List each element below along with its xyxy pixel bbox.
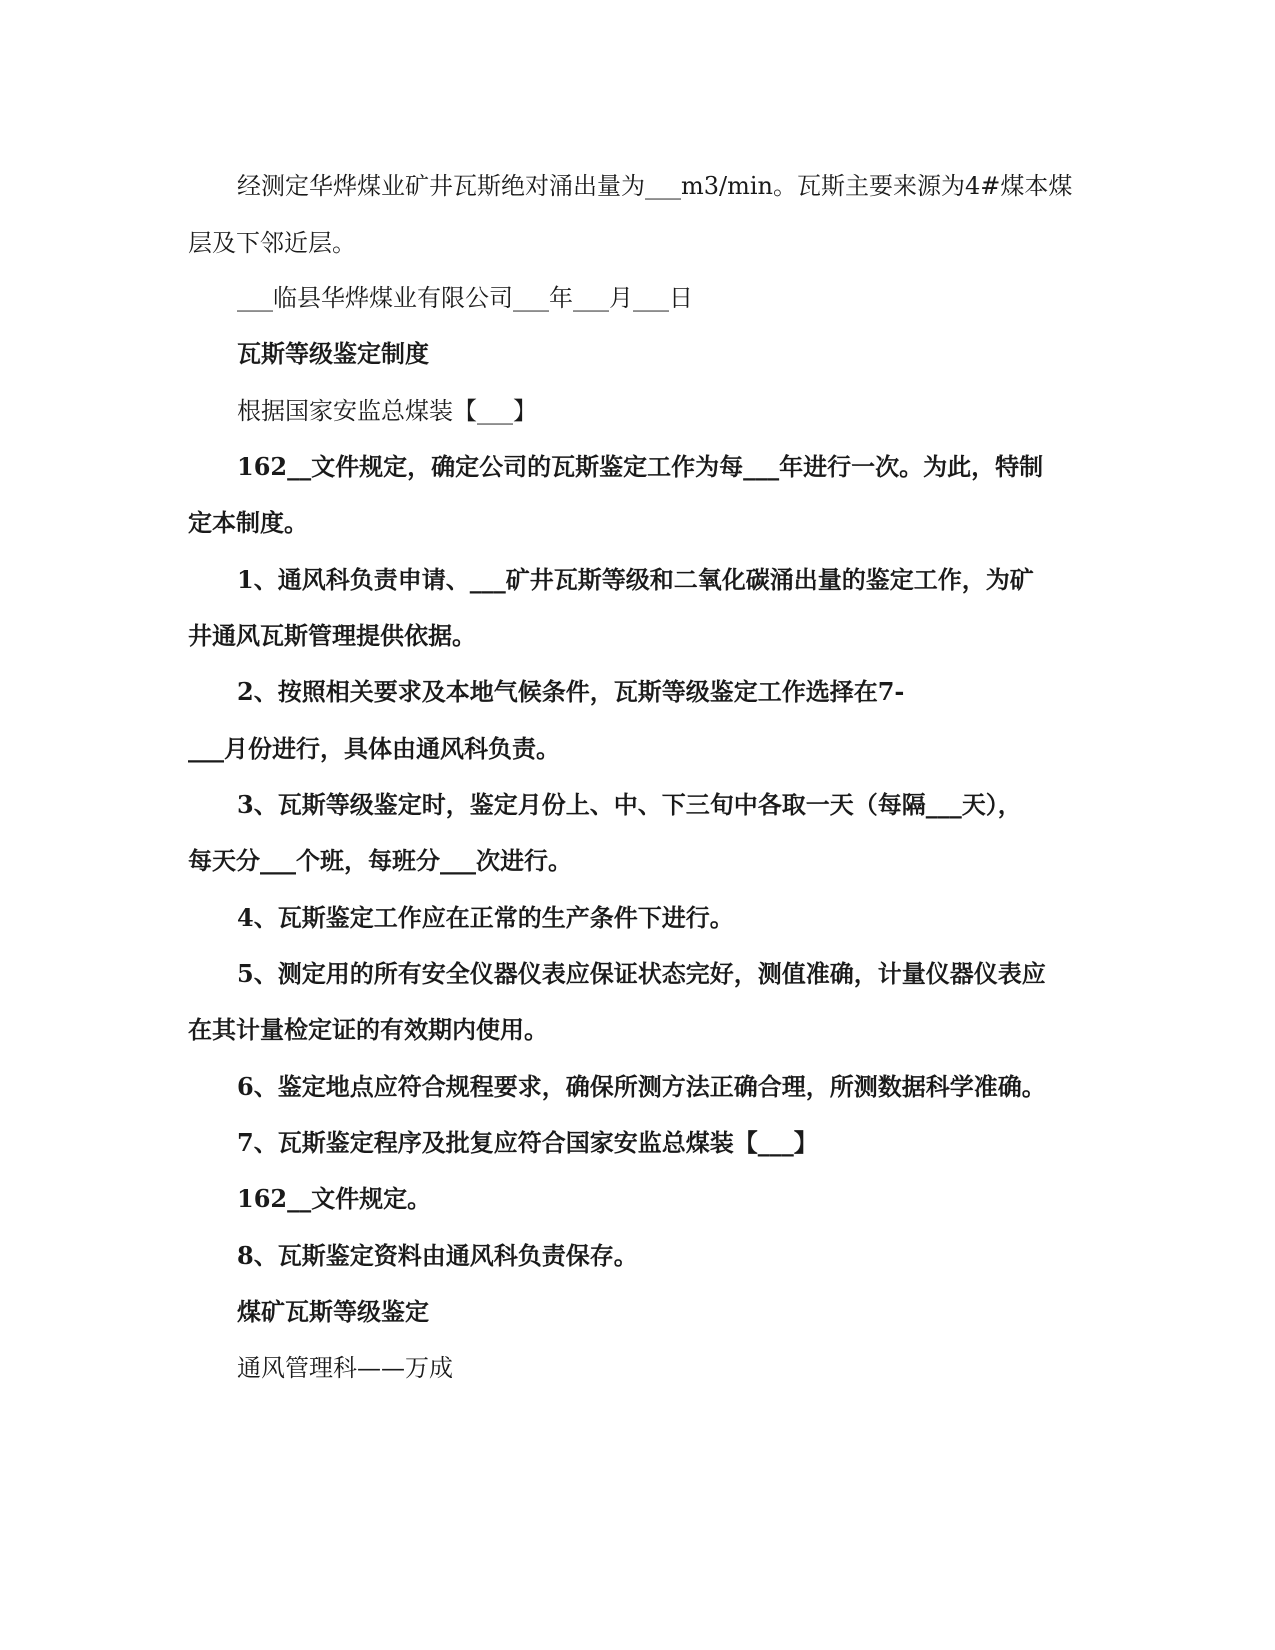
author-line: 通风管理科——万成: [237, 1354, 453, 1382]
rule-item-5: 5、测定用的所有安全仪器仪表应保证状态完好，测值准确，计量仪器仪表应: [237, 959, 1046, 988]
paragraph-basis: 根据国家安监总煤装【___】: [237, 397, 537, 425]
rule-item-3: 3、瓦斯等级鉴定时，鉴定月份上、中、下三旬中各取一天（每隔___天），: [237, 790, 1022, 819]
section-heading-rules: 瓦斯等级鉴定制度: [237, 339, 429, 368]
rule-item-2-cont: ___月份进行，具体由通风科负责。: [188, 734, 560, 763]
rule-item-1-cont: 井通风瓦斯管理提供依据。: [188, 621, 476, 650]
rule-item-8: 8、瓦斯鉴定资料由通风科负责保存。: [237, 1241, 638, 1270]
paragraph-gas-emission-cont: 层及下邻近层。: [188, 229, 356, 257]
rule-item-6: 6、鉴定地点应符合规程要求，确保所测方法正确合理，所测数据科学准确。: [237, 1072, 1046, 1101]
rule-item-2: 2、按照相关要求及本地气候条件，瓦斯等级鉴定工作选择在7-: [237, 677, 905, 706]
paragraph-frequency-cont: 定本制度。: [188, 508, 308, 537]
rule-item-7: 7、瓦斯鉴定程序及批复应符合国家安监总煤装【___】: [237, 1128, 818, 1157]
rule-item-4: 4、瓦斯鉴定工作应在正常的生产条件下进行。: [237, 903, 734, 932]
rule-item-7-cont: 162__文件规定。: [237, 1184, 432, 1213]
paragraph-gas-emission: 经测定华烨煤业矿井瓦斯绝对涌出量为___m3/min。瓦斯主要来源为4#煤本煤: [237, 172, 1073, 200]
paragraph-frequency: 162__文件规定，确定公司的瓦斯鉴定工作为每___年进行一次。为此，特制: [237, 452, 1044, 481]
section-heading-assessment: 煤矿瓦斯等级鉴定: [237, 1297, 429, 1326]
rule-item-3-cont: 每天分___个班，每班分___次进行。: [188, 846, 572, 875]
rule-item-1: 1、通风科负责申请、___矿井瓦斯等级和二氧化碳涌出量的鉴定工作，为矿: [237, 565, 1034, 594]
signature-line: ___临县华烨煤业有限公司___年___月___日: [237, 284, 693, 312]
rule-item-5-cont: 在其计量检定证的有效期内使用。: [188, 1015, 548, 1044]
